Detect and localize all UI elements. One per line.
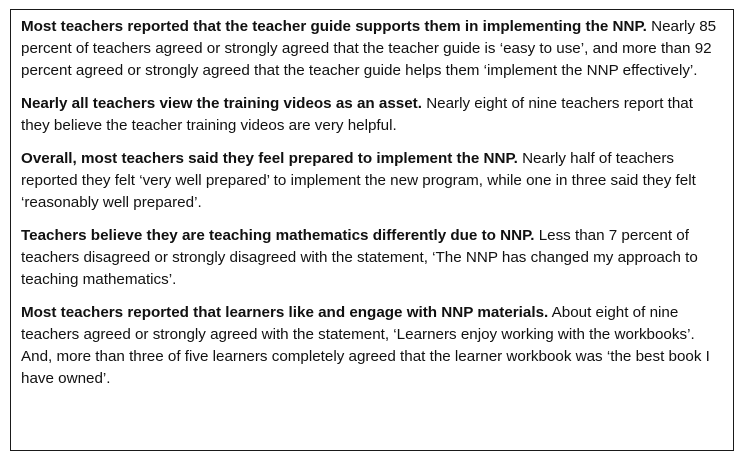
finding-text: Nearly eight of nine teachers report that they believe the teacher training videos are very helpful. xyxy=(21,95,693,134)
findings-box xyxy=(10,9,734,451)
finding-teaching-approach xyxy=(21,225,719,291)
finding-text: Nearly 85 percent of teachers agreed or strongly agreed that the teacher guide is ‘easy to use’, and more than 92 percent agreed or strongly agreed that the teacher guide helps them ‘implement the NNP effectively’. xyxy=(21,18,717,79)
finding-heading: Nearly all teachers view the training videos as an asset. xyxy=(21,95,422,112)
finding-text: About eight of nine teachers agreed or strongly agreed with the statement, ‘Learners enjoy working with the workbooks’. And, more than three of five learners completely agreed that the learner workbook was ‘the best book I have owned’. xyxy=(21,304,710,387)
finding-heading: Most teachers reported that learners like and engage with NNP materials. xyxy=(21,304,549,321)
finding-preparedness xyxy=(21,148,719,214)
finding-training-videos xyxy=(21,93,719,137)
finding-text: Nearly half of teachers reported they felt ‘very well prepared’ to implement the new program, while one in three said they felt ‘reasonably well prepared’. xyxy=(21,150,696,211)
finding-text: Less than 7 percent of teachers disagreed or strongly disagreed with the statement, ‘The NNP has changed my approach to teaching mathematics’. xyxy=(21,227,698,288)
finding-heading: Teachers believe they are teaching mathematics differently due to NNP. xyxy=(21,227,535,244)
finding-learner-engagement xyxy=(21,302,719,390)
finding-heading: Overall, most teachers said they feel prepared to implement the NNP. xyxy=(21,150,518,167)
finding-teacher-guide xyxy=(21,16,719,82)
finding-heading: Most teachers reported that the teacher guide supports them in implementing the NNP. xyxy=(21,18,647,35)
